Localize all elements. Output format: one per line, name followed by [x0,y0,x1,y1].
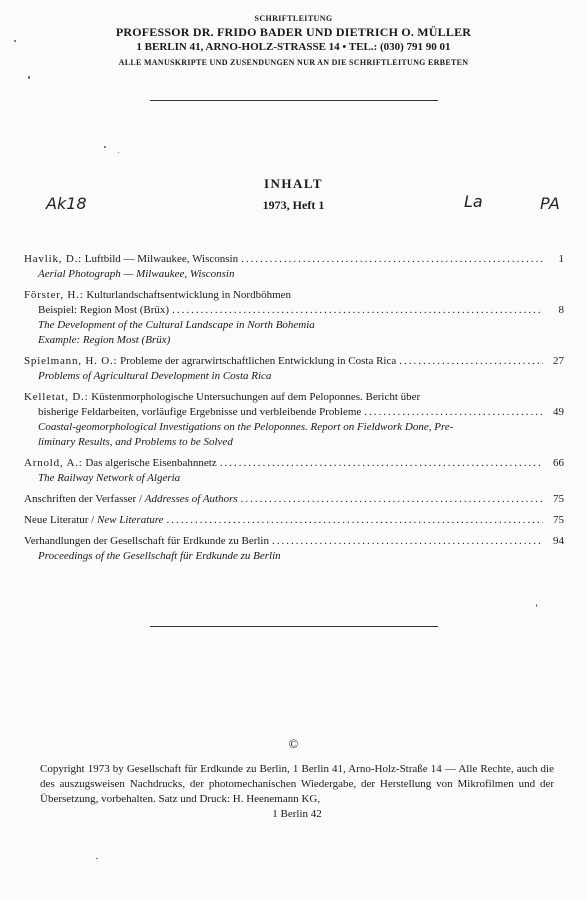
toc-leader-dots [172,303,543,318]
print-speck [536,604,537,607]
copyright-text: Copyright 1973 by Gesellschaft für Erdkunde zu Berlin, 1 Berlin 41, Arno-Holz-Straße 14 — Alle Rechte, auch die des auszugsweisen Nachdrucks, der photomechanischen Wiedergabe, der Herstellung von Mikrofilmen und der Übersetzung, vorbehalten. Satz und Druck: H. Heenemann KG, [40,763,554,805]
toc-entry-arnold [24,456,564,486]
toc-translation: Problems of Agricultural Development in Costa Rica [38,370,272,382]
top-divider [150,100,438,101]
toc-title: Verhandlungen der Gesellschaft für Erdkunde zu Berlin [24,535,269,547]
print-speck [118,152,119,153]
toc-translation: Proceedings of the Gesellschaft für Erdkunde zu Berlin [38,550,281,562]
masthead-address: 1 BERLIN 41, ARNO-HOLZ-STRASSE 14 • TEL.: (030) 791 90 01 [136,41,451,53]
toc-author: Förster, H.: [24,289,84,301]
toc-translation: liminary Results, and Problems to be Solved [38,436,233,448]
toc-translation: Coastal-geomorphological Investigations on the Peloponnes. Report on Fieldwork Done, Pre- [38,421,454,433]
toc-page-number: 49 [553,406,564,418]
toc-translation: Example: Region Most (Brüx) [38,334,171,346]
masthead-notice: ALLE MANUSKRIPTE UND ZUSENDUNGEN NUR AN DIE SCHRIFTLEITUNG ERBETEN [118,58,469,67]
toc-title-translation: New Literature [97,514,164,526]
toc-entry-havlik [24,252,564,282]
handwritten-note-left: Ak18 [46,194,87,213]
toc-author: Spielmann, H. O.: [24,355,118,367]
handwritten-note-right: PA [540,194,560,213]
toc-page-number: 1 [558,253,564,265]
print-speck [28,76,30,79]
toc-leader-dots [272,534,543,549]
toc-leader-dots [220,456,543,471]
toc-page-number: 75 [553,493,564,505]
toc-page-number: 66 [553,457,564,469]
toc-entry-kelletat [24,390,564,450]
toc-title: Küstenmorphologische Untersuchungen auf dem Peloponnes. Bericht über [91,391,421,403]
toc-entry-spielmann [24,354,564,384]
handwritten-note-middle: La [464,192,483,211]
toc-leader-dots [241,492,543,507]
toc-title: Kulturlandschaftsentwicklung in Nordböhmen [86,289,292,301]
toc-title-translation: Addresses of Authors [144,493,238,505]
toc-title: Das algerische Eisenbahnnetz [85,457,217,469]
toc-title: Anschriften der Verfasser / [24,493,145,505]
toc-author: Arnold, A.: [24,457,83,469]
print-speck [14,40,16,42]
toc-translation: Aerial Photograph — Milwaukee, Wisconsin [38,268,235,280]
contents-title: INHALT [263,176,324,191]
toc-leader-dots [167,513,543,528]
bottom-divider [150,626,438,627]
toc-title-continued: bisherige Feldarbeiten, vorläufige Ergebnisse und verbleibende Probleme [38,406,362,418]
toc-entry-proceedings [24,534,564,564]
toc-translation: The Development of the Cultural Landscape in North Bohemia [38,319,315,331]
toc-author: Kelletat, D.: [24,391,89,403]
copyright-notice [40,762,554,822]
toc-title-continued: Beispiel: Region Most (Brüx) [38,304,170,316]
toc-author: Havlik, D.: [24,253,82,265]
toc-entry-addresses [24,492,564,507]
masthead [40,14,547,67]
print-speck [104,146,106,148]
toc-leader-dots [241,252,543,267]
toc-page-number: 75 [553,514,564,526]
copyright-symbol: © [288,736,299,751]
masthead-label: SCHRIFTLEITUNG [254,14,333,23]
toc-translation: The Railway Network of Algeria [38,472,181,484]
masthead-editors: PROFESSOR DR. FRIDO BADER UND DIETRICH O. MÜLLER [115,25,472,39]
contents-issue: 1973, Heft 1 [262,198,325,212]
table-of-contents [24,252,564,570]
toc-title: Neue Literatur / [24,514,97,526]
toc-page-number: 94 [553,535,564,547]
copyright-city: 1 Berlin 42 [272,808,322,820]
toc-page-number: 27 [553,355,564,367]
print-speck [96,858,98,859]
toc-leader-dots [399,354,543,369]
toc-entry-literature [24,513,564,528]
toc-entry-foerster [24,288,564,348]
toc-title: Luftbild — Milwaukee, Wisconsin [84,253,239,265]
toc-leader-dots [364,405,543,420]
toc-title: Probleme der agrarwirtschaftlichen Entwicklung in Costa Rica [120,355,397,367]
toc-page-number: 8 [558,304,564,316]
